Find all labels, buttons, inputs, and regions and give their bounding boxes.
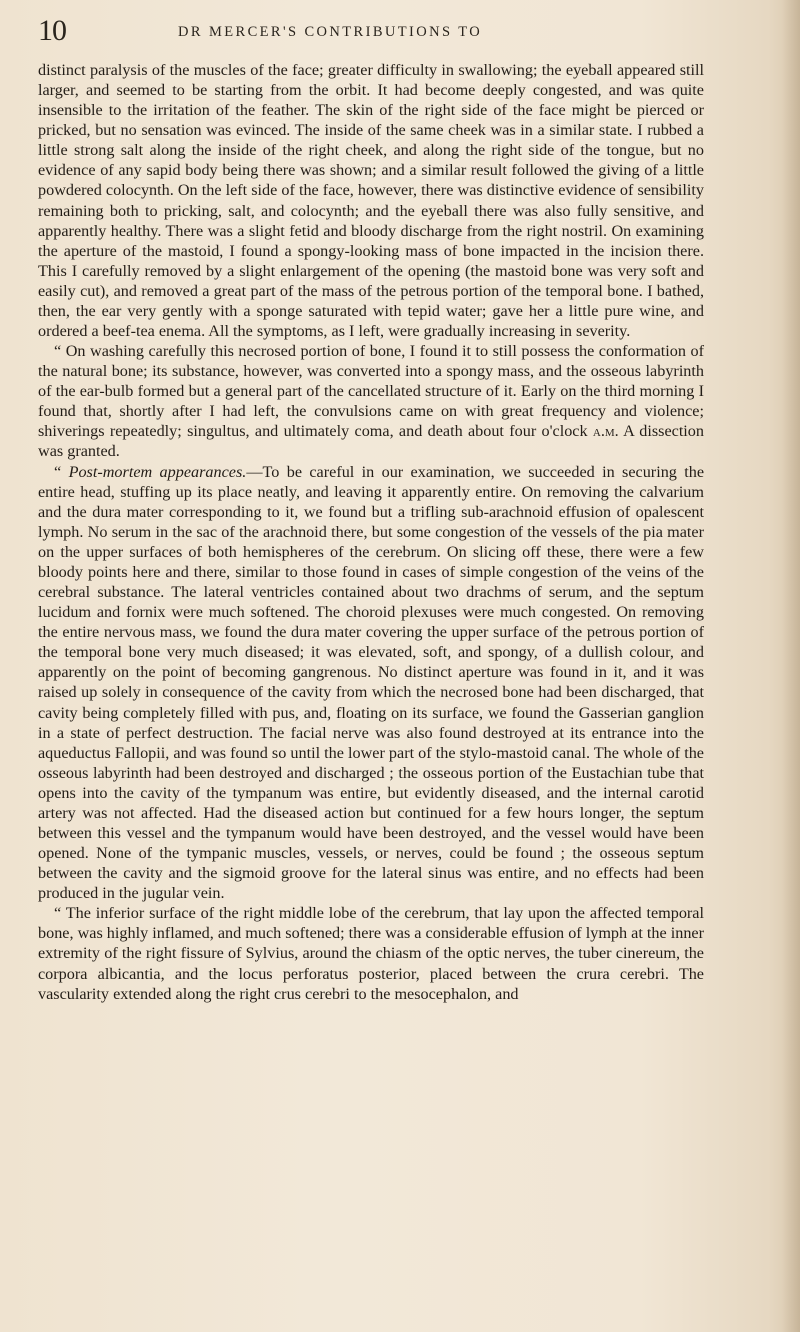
paragraph-3 xyxy=(38,462,704,904)
paragraph-2-end: A dissection was granted. xyxy=(38,422,704,461)
page-header xyxy=(38,14,688,54)
body-text xyxy=(38,60,704,1004)
section-heading: Post-mortem appearances. xyxy=(68,462,247,481)
paragraph-2 xyxy=(38,341,704,461)
paragraph-1: distinct paralysis of the muscles of the face; greater difficulty in swallowing; the eyeball appeared still larger, and seemed to be starting from the orbit. It had become deeply congested, and was quite insensible to the irritation of the feather. The skin of the right side of the face might be pierced or pricked, but no sensation was evinced. The inside of the same cheek was in a similar state. I rubbed a little strong salt along the inside of the right cheek, and along the right side of the tongue, but no evidence of any sapid body being there was shown; and a similar result followed the giving of a little powdered colocynth. On the left side of the face, however, there was distinctive evidence of sensibility remaining both to pricking, salt, and colocynth; and the eyeball there was also fully sensitive, and apparently healthy. There was a slight fetid and bloody discharge from the right nostril. On examining the aperture of the mastoid, I found a spongy-looking mass of bone impacted in the incision there. This I carefully removed by a slight enlargement of the opening (the mastoid bone was very soft and easily cut), and removed a great part of the mass of the petrous portion of the temporal bone. I bathed, then, the ear very gently with a sponge saturated with tepid water; gave her a little pure wine, and ordered a beef-tea enema. All the symptoms, as I left, were gradually increasing in severity. xyxy=(38,61,704,341)
running-head: DR MERCER'S CONTRIBUTIONS TO xyxy=(178,24,483,40)
paragraph-3-text: —To be careful in our examination, we succeeded in securing the entire head, stuffing up its place neatly, and leaving it apparently entire. On removing the calvarium and the dura mater corresponding to it, we found but a trifling sub-arachnoid effusion of opalescent lymph. No serum in the sac of the arachnoid there, but some congestion of the vessels of the pia mater on the upper surfaces of both hemispheres of the cerebrum. On slicing off these, there were a few bloody points here and there, similar to those found in cases of simple congestion of the veins of the cerebral substance. The lateral ventricles contained about two drachms of serum, and the septum lucidum and fornix were much softened. The choroid plexuses were much congested. On removing the entire nervous mass, we found the dura mater covering the upper surface of the petrous portion of the temporal bone very much diseased; it was elevated, soft, and spongy, of a dullish colour, and apparently on the point of becoming gangrenous. No distinct aperture was found in it, and it was raised up solely in consequence of the cavity from which the necrosed bone had been discharged, that cavity being completely filled with pus, and, floating on its surface, we found the Gasserian ganglion in a state of perfect destruction. The facial nerve was also found destroyed at its entrance into the aqueductus Fallopii, and was found so until the lower part of the stylo-mastoid canal. The whole of the osseous labyrinth had been destroyed and discharged ; the osseous portion of the Eustachian tube that opens into the cavity of the tympanum was entire, but evidently diseased, and the internal carotid artery was not affected. Had the diseased action but continued for a few hours longer, the septum between this vessel and the tympanum would have been destroyed, and the vessel would have been opened. None of the tympanic muscles, vessels, or nerves, could be found ; the osseous septum between the cavity and the sigmoid groove for the lateral sinus was entire, and no effects had been produced in the jugular vein. xyxy=(38,462,705,903)
page-edge-shadow xyxy=(782,0,800,1332)
paragraph-2-text: “ On washing carefully this necrosed portion of bone, I found it to still possess the conformation of the natural bone; its substance, however, was converted into a spongy mass, and the osseous labyrinth of the ear-bulb formed but a general part of the cancellated structure of it. Early on the third morning I found that, shortly after I had left, the convulsions came on with great frequency and violence; shiverings repeatedly; singultus, and ultimately coma, and death about four o'clock xyxy=(38,342,704,441)
paragraph-4: “ The inferior surface of the right middle lobe of the cerebrum, that lay upon the affected temporal bone, was highly inflamed, and much softened; there was a considerable effusion of lymph at the inner extremity of the right fissure of Sylvius, around the chiasm of the optic nerves, the tuber cinereum, the corpora albicantia, and the locus perforatus posterior, placed between the crura cerebri. The vascularity extended along the right crus cerebri to the mesocephalon, and xyxy=(38,904,704,1003)
page-number: 10 xyxy=(38,14,66,47)
time-abbreviation: a.m. xyxy=(592,422,619,441)
quote-open: “ xyxy=(54,462,69,481)
